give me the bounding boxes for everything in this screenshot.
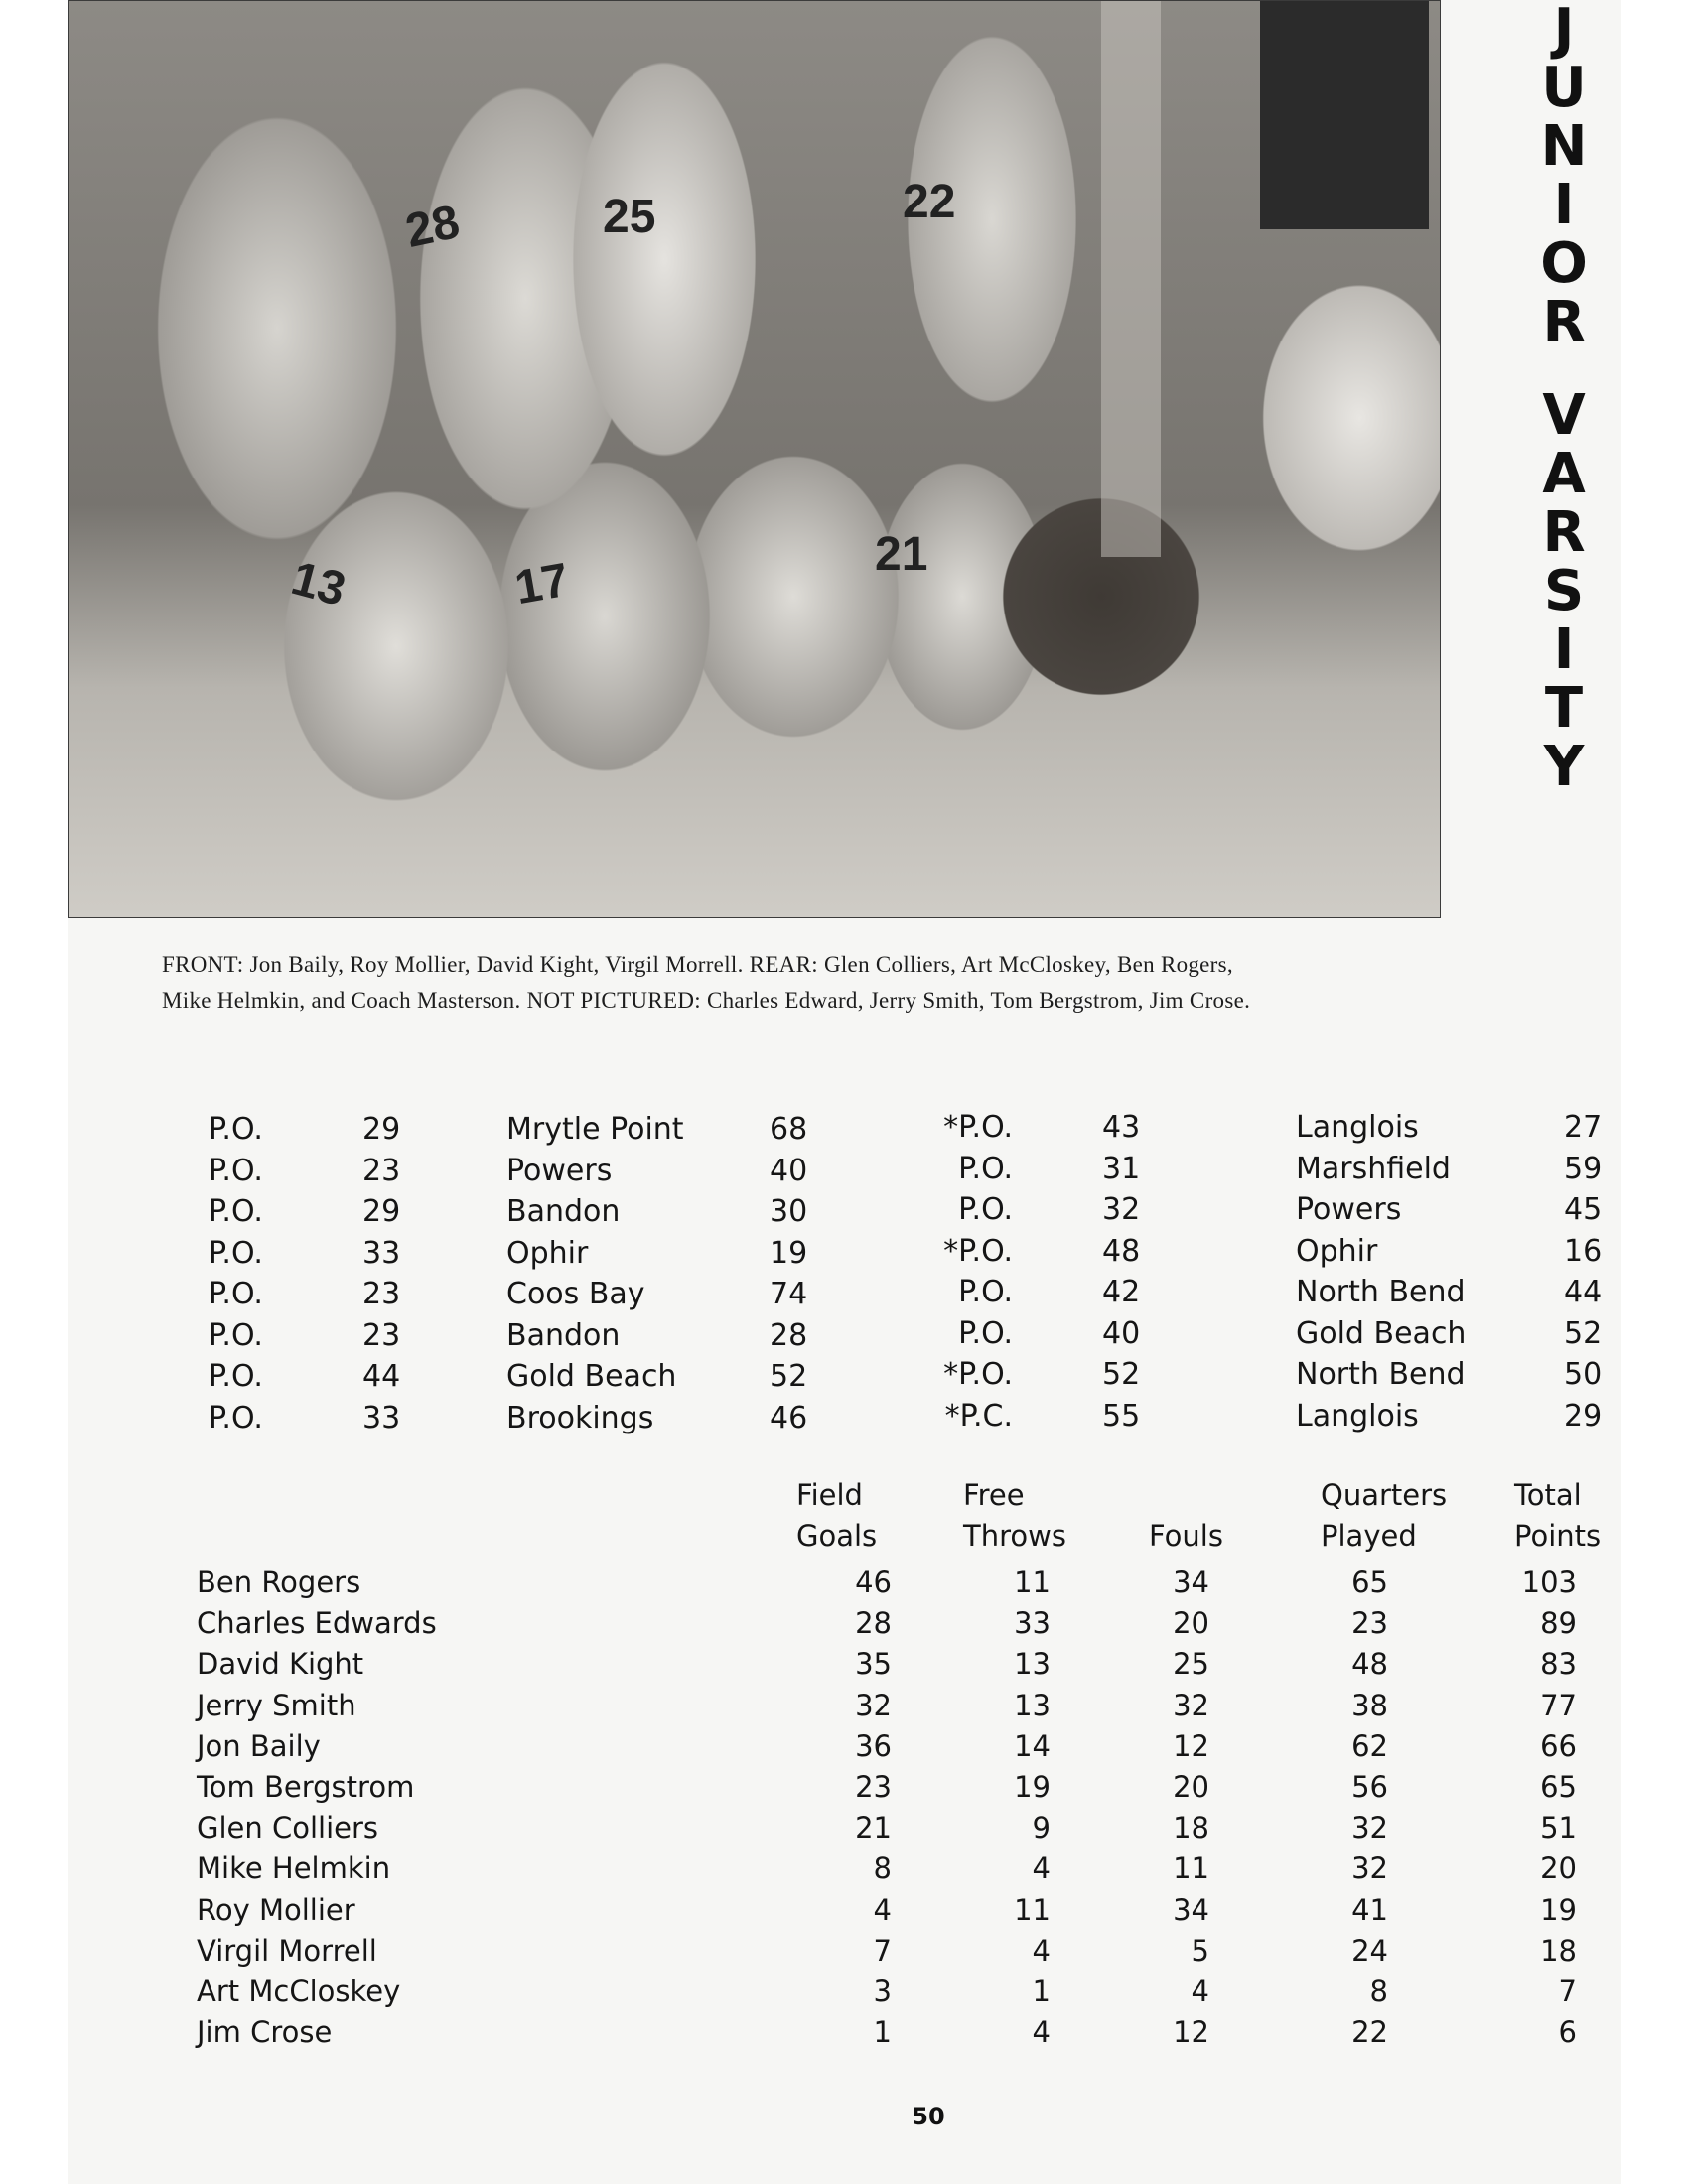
caption-line: FRONT: Jon Baily, Roy Mollier, David Kight, Virgil Morrell. REAR: Glen Colliers, Art McCloskey, Ben Rogers,: [162, 952, 1233, 977]
opp-score: 46: [770, 1400, 808, 1435]
score: 33: [362, 1235, 401, 1271]
photo-background-door: [1260, 1, 1429, 229]
free-throws: 13: [1014, 1647, 1051, 1682]
score: 31: [1102, 1151, 1141, 1186]
fouls: 25: [1173, 1647, 1209, 1682]
team: P.O.: [958, 1315, 1013, 1351]
schedule-row: [209, 1356, 824, 1398]
opp-score: 40: [770, 1153, 808, 1188]
player-row: [197, 1563, 1617, 1603]
opp-score: 28: [770, 1317, 808, 1353]
player-row: [197, 1726, 1617, 1767]
opp-score: 16: [1564, 1233, 1603, 1269]
player-name: Tom Bergstrom: [197, 1769, 415, 1804]
photo-background-pillar: [1101, 1, 1161, 557]
fouls: 12: [1173, 2015, 1209, 2050]
title-letter: I: [1553, 173, 1575, 237]
title-letter: S: [1543, 559, 1585, 623]
player-row: [197, 1686, 1617, 1726]
score: 42: [1102, 1275, 1141, 1309]
total-points: 65: [1540, 1769, 1577, 1804]
team: P.O.: [209, 1153, 263, 1188]
opp-score: 19: [770, 1235, 808, 1271]
fouls: 20: [1173, 1769, 1209, 1804]
section-title-junior-varsity: [1534, 0, 1594, 918]
quarters-played: 56: [1351, 1769, 1388, 1804]
score: 40: [1102, 1315, 1141, 1351]
player-row: [197, 1931, 1617, 1972]
team-photo: [68, 0, 1441, 918]
score: 44: [362, 1359, 401, 1394]
player-name: David Kight: [197, 1647, 364, 1682]
jersey-number: 22: [903, 176, 956, 228]
field-goals: 32: [855, 1688, 892, 1722]
quarters-played: 38: [1351, 1688, 1388, 1722]
opponent: Mrytle Point: [506, 1112, 684, 1147]
score: 48: [1102, 1233, 1141, 1269]
schedule-row: [904, 1354, 1618, 1396]
score: 23: [362, 1317, 401, 1353]
schedule-row: [904, 1107, 1618, 1149]
player-row: [197, 1603, 1617, 1644]
opp-score: 74: [770, 1277, 808, 1311]
player-name: Roy Mollier: [197, 1892, 355, 1927]
jersey-number: 17: [510, 553, 573, 615]
score: 52: [1102, 1357, 1141, 1392]
opponent: Bandon: [506, 1194, 621, 1229]
quarters-played: 62: [1351, 1728, 1388, 1763]
field-goals: 7: [873, 1933, 892, 1968]
fouls: 18: [1173, 1811, 1209, 1845]
field-goals: 1: [873, 2015, 892, 2050]
player-name: Jerry Smith: [197, 1688, 356, 1722]
opponent: Brookings: [506, 1400, 654, 1435]
team: P.O.: [209, 1277, 263, 1311]
team: *P.O.: [943, 1357, 1013, 1392]
field-goals: 35: [855, 1647, 892, 1682]
quarters-played: 23: [1351, 1606, 1388, 1641]
fouls: 34: [1173, 1892, 1209, 1927]
opponent: Gold Beach: [1296, 1315, 1467, 1351]
header-free-throws: Free Throws: [963, 1478, 1066, 1553]
jersey-number: 25: [603, 191, 656, 243]
field-goals: 28: [855, 1606, 892, 1641]
score: 43: [1102, 1110, 1141, 1145]
total-points: 103: [1521, 1566, 1577, 1599]
quarters-played: 8: [1369, 1974, 1388, 2008]
field-goals: 4: [873, 1892, 892, 1927]
fouls: 34: [1173, 1566, 1209, 1599]
header-total-points: Total Points: [1514, 1478, 1602, 1553]
schedule-row: [904, 1396, 1618, 1437]
title-letter: A: [1542, 442, 1586, 506]
title-letter: R: [1542, 290, 1586, 354]
opponent: Bandon: [506, 1317, 621, 1353]
jersey-number: 13: [286, 551, 352, 617]
player-row: [197, 1848, 1617, 1889]
schedule-right: [904, 1107, 1618, 1436]
player-name: Jon Baily: [197, 1728, 321, 1763]
player-row: [197, 1890, 1617, 1931]
opp-score: 44: [1564, 1275, 1603, 1309]
total-points: 66: [1540, 1728, 1577, 1763]
schedule-row: [209, 1233, 824, 1275]
schedule-row: [209, 1315, 824, 1357]
header-fouls: Fouls: [1149, 1519, 1223, 1553]
total-points: 83: [1540, 1647, 1577, 1682]
opp-score: 27: [1564, 1110, 1603, 1145]
schedule-row: [209, 1398, 824, 1439]
quarters-played: 32: [1351, 1811, 1388, 1845]
total-points: 19: [1540, 1892, 1577, 1927]
player-name: Ben Rogers: [197, 1566, 361, 1599]
schedule-row: [209, 1109, 824, 1151]
player-name: Mike Helmkin: [197, 1851, 391, 1886]
player-stats-table: [197, 1563, 1617, 2053]
opponent: Ophir: [1296, 1233, 1378, 1269]
header-quarters-played: Quarters Played: [1321, 1478, 1448, 1553]
quarters-played: 24: [1351, 1933, 1388, 1968]
title-letter: T: [1544, 676, 1584, 741]
jersey-number: 28: [401, 196, 465, 258]
team: P.O.: [209, 1400, 263, 1435]
player-row: [197, 2012, 1617, 2053]
score: 29: [362, 1194, 401, 1229]
fouls: 32: [1173, 1688, 1209, 1722]
schedule-row: [209, 1151, 824, 1192]
schedule-row: [209, 1274, 824, 1315]
quarters-played: 41: [1351, 1892, 1388, 1927]
opponent: Coos Bay: [506, 1277, 645, 1311]
schedule-row: [904, 1272, 1618, 1313]
score: 23: [362, 1153, 401, 1188]
opp-score: 52: [1564, 1315, 1603, 1351]
total-points: 20: [1540, 1851, 1577, 1886]
title-letter: V: [1542, 383, 1586, 448]
player-name: Virgil Morrell: [197, 1933, 377, 1968]
quarters-played: 32: [1351, 1851, 1388, 1886]
schedule-row: [904, 1313, 1618, 1355]
score: 55: [1102, 1398, 1141, 1433]
team: *P.O.: [943, 1110, 1013, 1145]
free-throws: 1: [1032, 1974, 1051, 2008]
team: *P.O.: [943, 1233, 1013, 1269]
jersey-number: 21: [875, 528, 928, 581]
field-goals: 46: [855, 1566, 892, 1599]
title-letter: J: [1553, 0, 1575, 62]
opp-score: 29: [1564, 1398, 1603, 1433]
player-name: Art McCloskey: [197, 1974, 401, 2008]
opponent: Ophir: [506, 1235, 589, 1271]
title-letter: I: [1553, 617, 1575, 682]
player-row: [197, 1767, 1617, 1808]
team: P.O.: [209, 1235, 263, 1271]
fouls: 4: [1191, 1974, 1209, 2008]
title-letter: N: [1540, 114, 1588, 179]
opponent: Powers: [506, 1153, 613, 1188]
total-points: 89: [1540, 1606, 1577, 1641]
opponent: North Bend: [1296, 1275, 1466, 1309]
score: 33: [362, 1400, 401, 1435]
page-number: 50: [912, 2103, 945, 2130]
opp-score: 52: [770, 1359, 808, 1394]
free-throws: 11: [1014, 1892, 1051, 1927]
caption-line: Mike Helmkin, and Coach Masterson. NOT PICTURED: Charles Edward, Jerry Smith, Tom Bergstrom, Jim Crose.: [162, 988, 1251, 1013]
free-throws: 19: [1014, 1769, 1051, 1804]
opponent: Gold Beach: [506, 1359, 677, 1394]
fouls: 5: [1191, 1933, 1209, 1968]
field-goals: 3: [873, 1974, 892, 2008]
player-row: [197, 1808, 1617, 1848]
field-goals: 21: [855, 1811, 892, 1845]
free-throws: 14: [1014, 1728, 1051, 1763]
team: P.O.: [958, 1192, 1013, 1227]
free-throws: 9: [1032, 1811, 1051, 1845]
fouls: 12: [1173, 1728, 1209, 1763]
fouls: 11: [1173, 1851, 1209, 1886]
schedule-row: [904, 1189, 1618, 1231]
schedule-row: [904, 1149, 1618, 1190]
opponent: Langlois: [1296, 1110, 1419, 1145]
team: P.O.: [209, 1112, 263, 1147]
field-goals: 8: [873, 1851, 892, 1886]
opp-score: 30: [770, 1194, 808, 1229]
free-throws: 11: [1014, 1566, 1051, 1599]
score: 23: [362, 1277, 401, 1311]
field-goals: 23: [855, 1769, 892, 1804]
total-points: 7: [1558, 1974, 1577, 2008]
total-points: 77: [1540, 1688, 1577, 1722]
team: P.O.: [209, 1317, 263, 1353]
schedule-row: [904, 1231, 1618, 1273]
total-points: 51: [1540, 1811, 1577, 1845]
title-letter: Y: [1543, 735, 1585, 799]
opponent: Powers: [1296, 1192, 1402, 1227]
opp-score: 45: [1564, 1192, 1603, 1227]
team: P.O.: [209, 1194, 263, 1229]
score: 29: [362, 1112, 401, 1147]
schedule-row: [209, 1191, 824, 1233]
opp-score: 59: [1564, 1151, 1603, 1186]
opponent: Marshfield: [1296, 1151, 1451, 1186]
free-throws: 33: [1014, 1606, 1051, 1641]
team: P.O.: [209, 1359, 263, 1394]
team: P.O.: [958, 1151, 1013, 1186]
opp-score: 50: [1564, 1357, 1603, 1392]
score: 32: [1102, 1192, 1141, 1227]
player-row: [197, 1644, 1617, 1685]
title-letter: O: [1540, 231, 1588, 296]
player-name: Charles Edwards: [197, 1606, 437, 1641]
opp-score: 68: [770, 1112, 808, 1147]
field-goals: 36: [855, 1728, 892, 1763]
quarters-played: 48: [1351, 1647, 1388, 1682]
total-points: 18: [1540, 1933, 1577, 1968]
fouls: 20: [1173, 1606, 1209, 1641]
quarters-played: 22: [1351, 2015, 1388, 2050]
schedule-left: [209, 1109, 824, 1438]
opponent: Langlois: [1296, 1398, 1419, 1433]
free-throws: 13: [1014, 1688, 1051, 1722]
team: *P.C.: [944, 1398, 1013, 1433]
free-throws: 4: [1032, 1933, 1051, 1968]
player-name: Glen Colliers: [197, 1811, 379, 1845]
opponent: North Bend: [1296, 1357, 1466, 1392]
player-name: Jim Crose: [197, 2015, 333, 2050]
total-points: 6: [1558, 2015, 1577, 2050]
title-letter: R: [1542, 500, 1586, 565]
photo-caption: [162, 947, 1592, 1019]
header-field-goals: Field Goals: [796, 1478, 878, 1553]
free-throws: 4: [1032, 2015, 1051, 2050]
title-letter: U: [1541, 56, 1587, 120]
team: P.O.: [958, 1275, 1013, 1309]
player-row: [197, 1972, 1617, 2012]
free-throws: 4: [1032, 1851, 1051, 1886]
quarters-played: 65: [1351, 1566, 1388, 1599]
